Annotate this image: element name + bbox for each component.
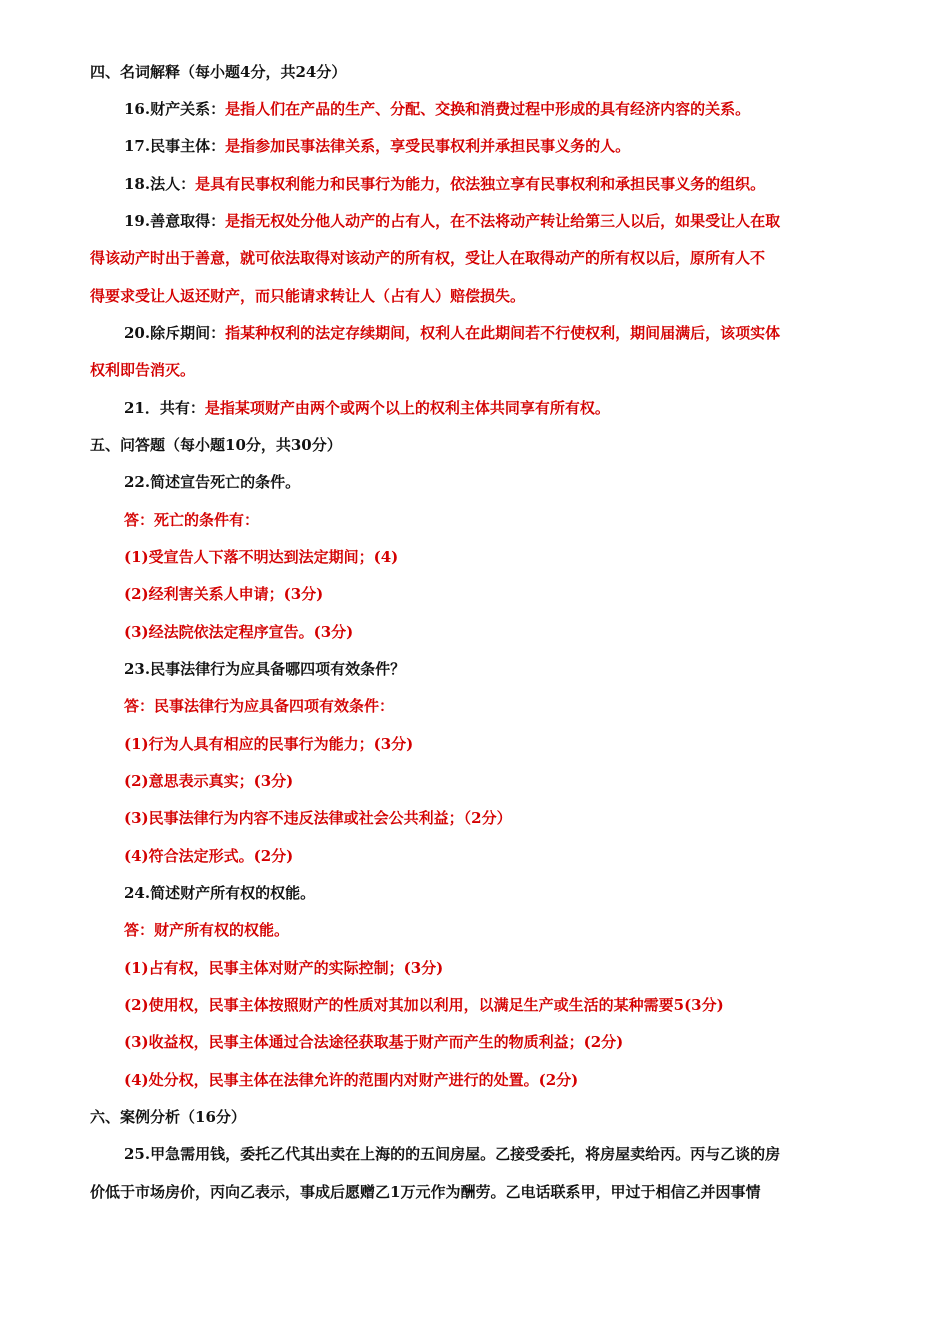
term-label: 18.法人： <box>124 175 196 193</box>
term-16 <box>124 99 862 119</box>
answer-23: 答：民事法律行为应具备四项有效条件： <box>124 697 395 715</box>
term-19-continued: 得要求受让人返还财产，而只能请求转让人（占有人）赔偿损失。 <box>90 287 526 305</box>
term-definition: 指某种权利的法定存续期间，权利人在此期间若不行使权利，期间届满后，该项实体 <box>225 324 781 342</box>
question-24: 24.简述财产所有权的权能。 <box>124 884 316 902</box>
term-definition: 是指某项财产由两个或两个以上的权利主体共同享有所有权。 <box>204 399 610 417</box>
answer-item: (2)使用权，民事主体按照财产的性质对其加以利用，以满足生产或生活的某种需要5(3分) <box>124 996 724 1014</box>
section-heading-5: 五、问答题（每小题10分，共30分） <box>90 436 342 454</box>
answer-24: 答：财产所有权的权能。 <box>124 921 290 939</box>
term-definition: 是指参加民事法律关系，享受民事权利并承担民事义务的人。 <box>225 137 631 155</box>
term-label: 21．共有： <box>124 399 205 417</box>
term-17 <box>124 136 862 156</box>
question-22: 22.简述宣告死亡的条件。 <box>124 473 301 491</box>
answer-22: 答：死亡的条件有： <box>124 511 260 529</box>
question-23: 23.民事法律行为应具备哪四项有效条件？ <box>124 660 406 678</box>
term-definition: 是指无权处分他人动产的占有人，在不法将动产转让给第三人以后，如果受让人在取 <box>225 212 781 230</box>
case-25: 25.甲急需用钱，委托乙代其出卖在上海的的五间房屋。乙接受委托，将房屋卖给丙。丙与乙谈的房 <box>124 1145 781 1163</box>
term-label: 16.财产关系： <box>124 100 226 118</box>
section-heading-4: 四、名词解释（每小题4分，共24分） <box>90 63 347 81</box>
term-21 <box>124 398 862 418</box>
term-20-continued: 权利即告消灭。 <box>90 361 196 379</box>
answer-item: (3)民事法律行为内容不违反法律或社会公共利益；（2分） <box>124 809 512 827</box>
answer-item: (1)行为人具有相应的民事行为能力；(3分) <box>124 735 414 753</box>
answer-item: (1)占有权，民事主体对财产的实际控制；(3分) <box>124 959 444 977</box>
term-19-continued: 得该动产时出于善意，就可依法取得对该动产的所有权，受让人在取得动产的所有权以后，原所有人不 <box>90 249 766 267</box>
term-definition: 是指人们在产品的生产、分配、交换和消费过程中形成的具有经济内容的关系。 <box>225 100 751 118</box>
case-25-continued: 价低于市场房价，丙向乙表示，事成后愿赠乙1万元作为酬劳。乙电话联系甲，甲过于相信乙并因事情 <box>90 1183 761 1201</box>
answer-item: (2)意思表示真实；(3分) <box>124 772 294 790</box>
answer-item: (2)经利害关系人申请；(3分) <box>124 585 324 603</box>
answer-item: (3)经法院依法定程序宣告。(3分) <box>124 623 354 641</box>
term-18 <box>124 174 862 194</box>
term-definition: 是具有民事权利能力和民事行为能力，依法独立享有民事权利和承担民事义务的组织。 <box>195 175 766 193</box>
term-label: 20.除斥期间： <box>124 324 226 342</box>
answer-item: (1)受宣告人下落不明达到法定期间；(4) <box>124 548 399 566</box>
term-19 <box>124 211 862 231</box>
term-20 <box>124 323 862 343</box>
answer-item: (4)符合法定形式。(2分) <box>124 847 294 865</box>
term-label: 19.善意取得： <box>124 212 226 230</box>
term-label: 17.民事主体： <box>124 137 226 155</box>
answer-item: (4)处分权，民事主体在法律允许的范围内对财产进行的处置。(2分) <box>124 1071 579 1089</box>
section-heading-6: 六、案例分析（16分） <box>90 1108 246 1126</box>
answer-item: (3)收益权，民事主体通过合法途径获取基于财产而产生的物质利益；(2分) <box>124 1033 624 1051</box>
